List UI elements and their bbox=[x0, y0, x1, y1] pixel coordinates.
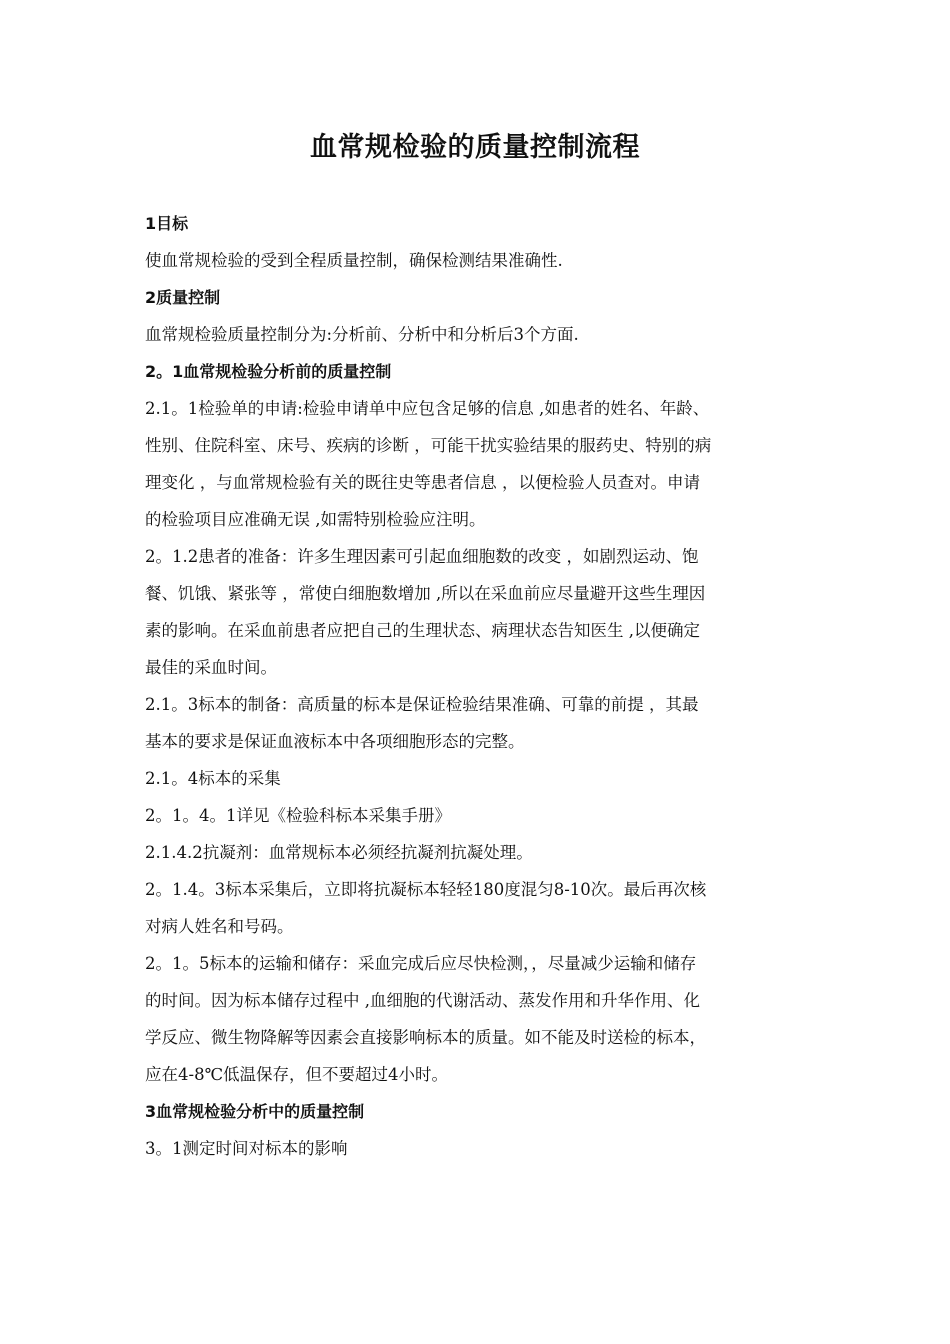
section-heading bbox=[145, 205, 825, 242]
text-line: 使血常规检验的受到全程质量控制，确保检测结果准确性. bbox=[145, 251, 563, 270]
text-line: 最佳的采血时间。 bbox=[145, 658, 277, 677]
text-line: 2。1。5标本的运输和储存：采血完成后应尽快检测，，尽量减少运输和储存 bbox=[145, 954, 697, 973]
text-line: 2。1.2患者的准备：许多生理因素可引起血细胞数的改变 ，如剧烈运动、饱 bbox=[145, 547, 699, 566]
section-heading bbox=[145, 1093, 825, 1130]
paragraph bbox=[145, 797, 825, 834]
text-line: 2。1。4。1详见《检验科标本采集手册》 bbox=[145, 806, 451, 825]
text-line: 餐、饥饿、紧张等 ，常使白细胞数增加 ,所以在采血前应尽量避开这些生理因 bbox=[145, 584, 706, 603]
text-line: 的时间。因为标本储存过程中 ,血细胞的代谢活动、蒸发作用和升华作用、化 bbox=[145, 991, 700, 1010]
text-line: 2质量控制 bbox=[145, 288, 221, 307]
paragraph bbox=[145, 871, 825, 945]
text-line: 对病人姓名和号码。 bbox=[145, 917, 294, 936]
paragraph bbox=[145, 316, 825, 353]
text-line: 2.1。4标本的采集 bbox=[145, 769, 281, 788]
text-line: 理变化 ，与血常规检验有关的既往史等患者信息 ，以便检验人员查对。申请 bbox=[145, 473, 700, 492]
text-line: 应在4-8℃低温保存，但不要超过4小时。 bbox=[145, 1065, 449, 1084]
text-line: 3。1测定时间对标本的影响 bbox=[145, 1139, 348, 1158]
paragraph bbox=[145, 538, 825, 686]
document-body bbox=[145, 205, 825, 1167]
text-line: 的检验项目应准确无误 ,如需特别检验应注明。 bbox=[145, 510, 486, 529]
text-line: 基本的要求是保证血液标本中各项细胞形态的完整。 bbox=[145, 732, 525, 751]
text-line: 学反应、微生物降解等因素会直接影响标本的质量。如不能及时送检的标本， bbox=[145, 1028, 706, 1047]
text-line: 2.1.4.2抗凝剂：血常规标本必须经抗凝剂抗凝处理。 bbox=[145, 843, 533, 862]
text-line: 1目标 bbox=[145, 214, 189, 233]
text-line: 血常规检验质量控制分为:分析前、分析中和分析后3个方面. bbox=[145, 325, 579, 344]
section-heading bbox=[145, 279, 825, 316]
text-line: 性别、住院科室、床号、疾病的诊断 ，可能干扰实验结果的服药史、特别的病 bbox=[145, 436, 712, 455]
text-line: 2。1.4。3标本采集后，立即将抗凝标本轻轻180度混匀8-10次。最后再次核 bbox=[145, 880, 707, 899]
text-line: 3血常规检验分析中的质量控制 bbox=[145, 1102, 365, 1121]
paragraph bbox=[145, 834, 825, 871]
paragraph bbox=[145, 945, 825, 1093]
text-line: 2.1。3标本的制备：高质量的标本是保证检验结果准确、可靠的前提 ，其最 bbox=[145, 695, 699, 714]
text-line: 2.1。1检验单的申请:检验申请单中应包含足够的信息 ,如患者的姓名、年龄、 bbox=[145, 399, 710, 418]
paragraph bbox=[145, 760, 825, 797]
page-title: 血常规检验的质量控制流程 bbox=[310, 132, 640, 163]
text-line: 2。1血常规检验分析前的质量控制 bbox=[145, 362, 392, 381]
paragraph bbox=[145, 1130, 825, 1167]
section-heading bbox=[145, 353, 825, 390]
paragraph bbox=[145, 390, 825, 538]
text-line: 素的影响。在采血前患者应把自己的生理状态、病理状态告知医生 ,以便确定 bbox=[145, 621, 700, 640]
paragraph bbox=[145, 242, 825, 279]
paragraph bbox=[145, 686, 825, 760]
